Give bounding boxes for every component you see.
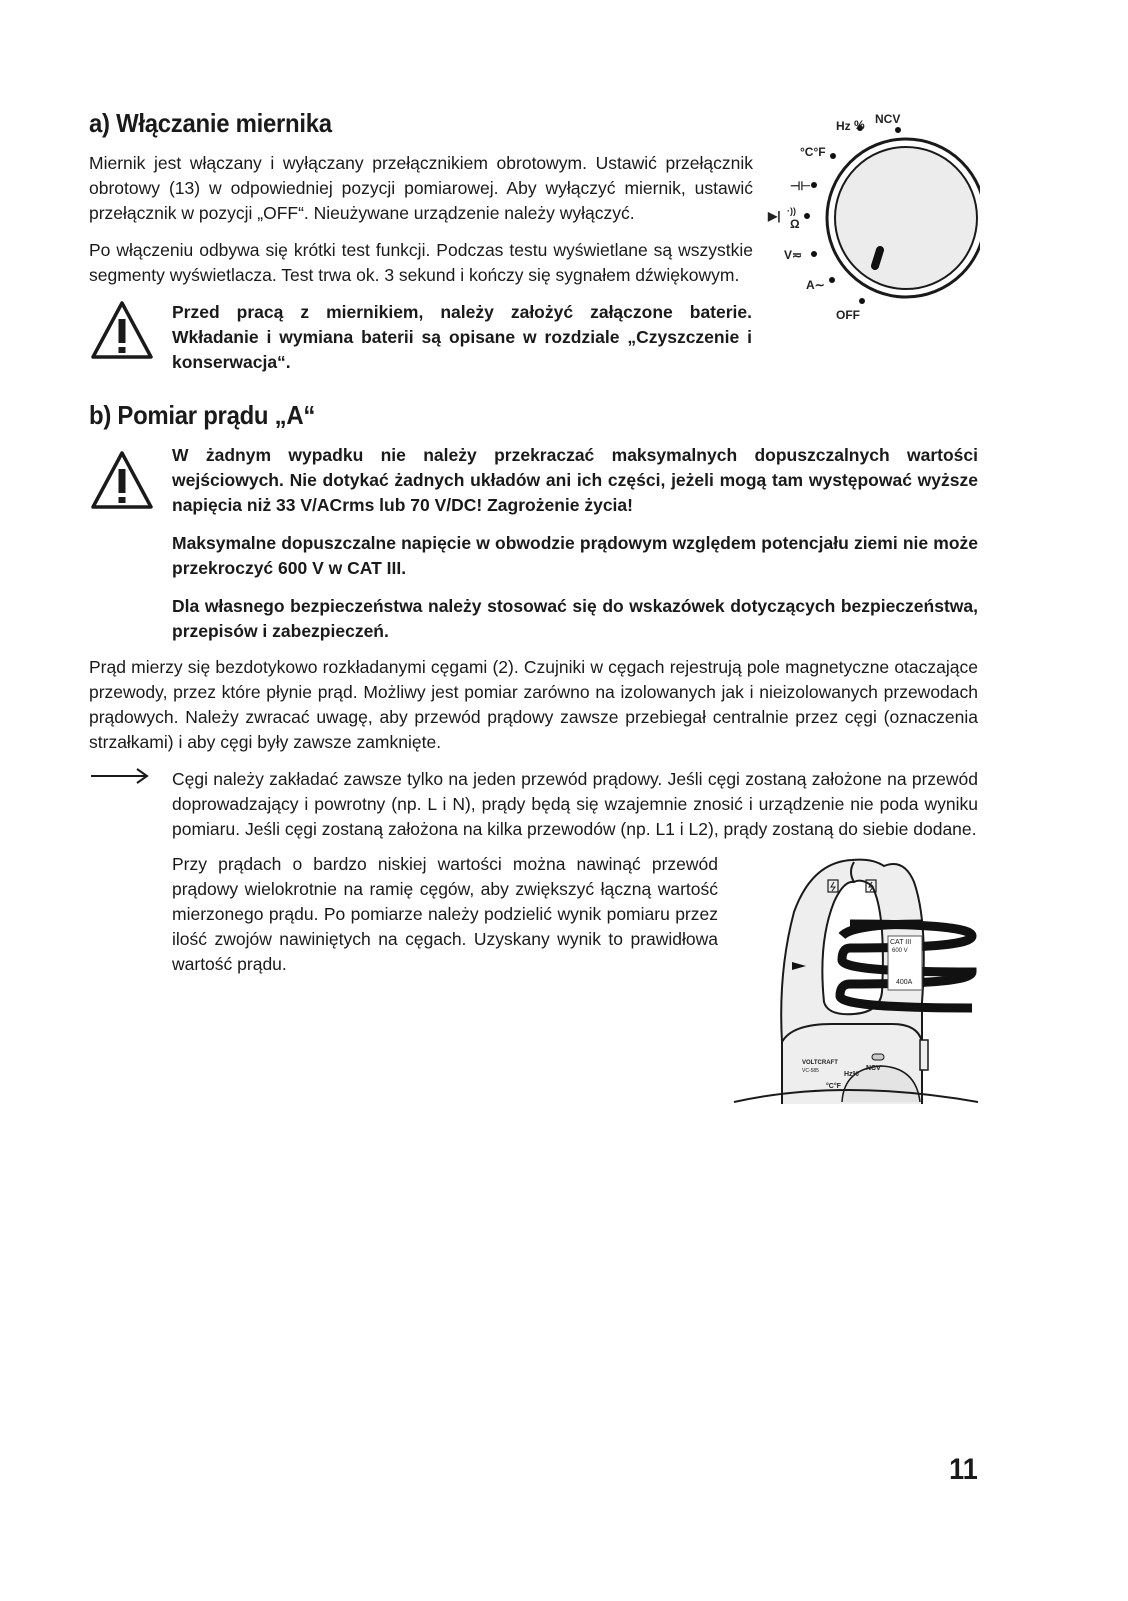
clamp-hz-label: Hz% (844, 1071, 859, 1078)
clamp-brand-label: VOLTCRAFT (802, 1060, 838, 1066)
section-b-title: b) Pomiar prądu „A“ (89, 400, 316, 430)
clamp-cat-label: CAT III (890, 939, 912, 946)
clamp-meter-illustration (732, 852, 978, 1110)
section-b-para2: Przy prądach o bardzo niskiej wartości można nawinąć przewód prądowy wielokrotnie na ramię cęgów, aby zwiększyć łączną wartość mierzonego prądu. Po pomiarze należy podzielić wynik pomiaru przez ilość zwojów nawiniętych na cęgach. Uzyskany wynik to prawidłowa wartość prądu. (172, 854, 718, 974)
dial-capacitance-label: ⊣⊢ (790, 179, 811, 193)
dial-temperature-label: °C°F (800, 145, 826, 159)
section-b-warning-1: W żadnym wypadku nie należy przekraczać maksymalnych dopuszczalnych wartości wejściowych. Nie dotykać żadnych układów ani ich części, jeżeli mogą tam występować wyższe napięcia niż 33 V/ACrms lub 70 V/DC! Zagrożenie życia! (172, 445, 978, 515)
dial-hz-label: Hz (836, 119, 851, 133)
warning-triangle-icon (89, 299, 155, 361)
section-a-title: a) Włączanie miernika (89, 108, 332, 138)
section-a-warning: Przed pracą z miernikiem, należy założyć załączone baterie. Wkładanie i wymiana baterii są opisane w rozdziale „Czyszczenie i konserwacja“. (172, 302, 752, 372)
dial-diode-label: ▶| (768, 209, 781, 223)
dial-current-label: A∼ (806, 278, 825, 292)
clamp-voltage-label: 600 V (892, 948, 908, 954)
clamp-temperature-label: °C°F (826, 1083, 841, 1090)
section-b-note: Cęgi należy zakładać zawsze tylko na jeden przewód prądowy. Jeśli cęgi zostaną założone na przewód doprowadzający i powrotny (np. L i N), prądy będą się wzajemnie znosić i urządzenie nie poda wyniku pomiaru. Jeśli cęgi zostaną założona na kilka przewodów (np. L1 i L2), prądy zostaną do siebie dodane. (172, 769, 978, 839)
clamp-ncv-label: NCV (866, 1065, 881, 1072)
dial-off-label: OFF (836, 308, 860, 322)
dial-voltage-label: V≂ (784, 248, 803, 262)
page-number: 11 (949, 1453, 978, 1486)
note-arrow-icon (89, 766, 151, 791)
clamp-rating-label: 400A (896, 979, 913, 986)
rotary-switch-illustration (760, 108, 980, 328)
dial-continuity-label: ·)) (787, 206, 796, 216)
clamp-model-label: VC-585 (802, 1068, 819, 1074)
dial-ohm-label: Ω (790, 217, 800, 231)
warning-triangle-icon (89, 449, 155, 511)
section-a-para2: Po włączeniu odbywa się krótki test funkcji. Podczas testu wyświetlane są wszystkie segmenty wyświetlacza. Test trwa ok. 3 sekund i kończy się sygnałem dźwiękowym. (89, 240, 753, 285)
dial-percent-label: % (854, 118, 865, 132)
section-a-para1: Miernik jest włączany i wyłączany przełącznikiem obrotowym. Ustawić przełącznik obrotowy (13) w odpowiedniej pozycji pomiarowej. Aby wyłączyć miernik, ustawić przełącznik w pozycji „OFF“. Nieużywane urządzenie należy wyłączyć. (89, 153, 753, 223)
section-b-para1: Prąd mierzy się bezdotykowo rozkładanymi cęgami (2). Czujniki w cęgach rejestrują pole magnetyczne otaczające przewody, przez które płynie prąd. Możliwy jest pomiar zarówno na izolowanych jak i nieizolowanych przewodach prądowych. Należy zwracać uwagę, aby przewód prądowy zawsze przebiegał centralnie przez cęgi (oznaczenia strzałkami) i aby cęgi były zawsze zamknięte. (89, 657, 978, 752)
dial-ncv-label: NCV (875, 112, 901, 126)
section-b-warning-3: Dla własnego bezpieczeństwa należy stosować się do wskazówek dotyczących bezpieczeństwa, przepisów i zabezpieczeń. (172, 596, 978, 641)
section-b-warning-2: Maksymalne dopuszczalne napięcie w obwodzie prądowym względem potencjału ziemi nie może przekroczyć 600 V w CAT III. (172, 533, 978, 578)
